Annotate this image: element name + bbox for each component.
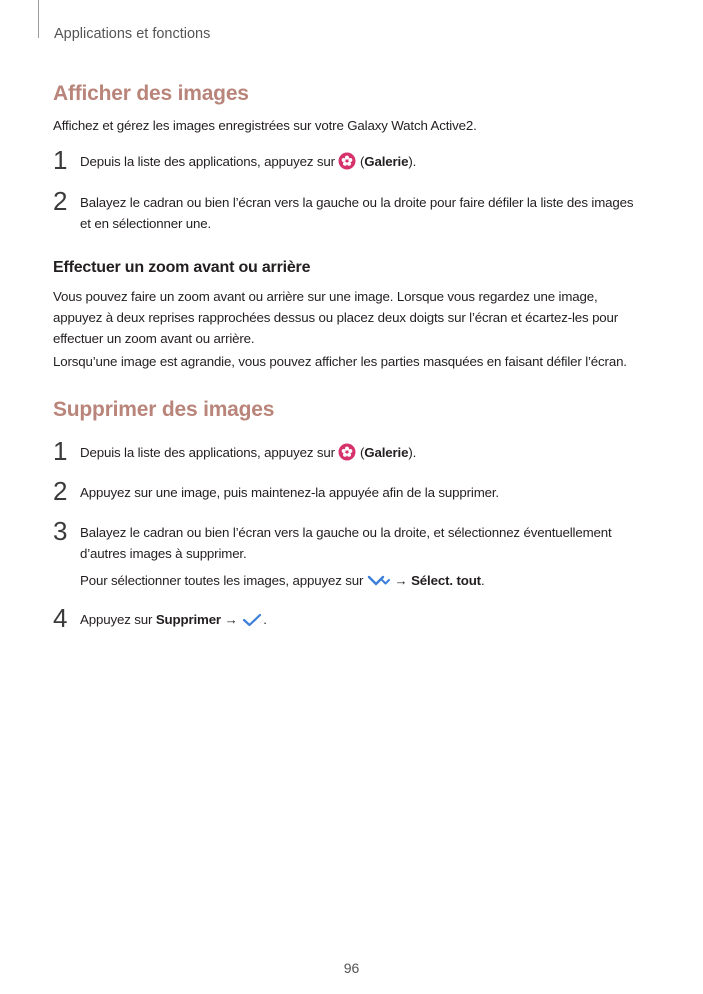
running-header: Applications et fonctions [54,26,211,42]
step-text: Depuis la liste des applications, appuyez sur (Galerie). [80,151,645,176]
gallery-icon [338,443,356,467]
gallery-icon [338,152,356,176]
subsection-title-zoom: Effectuer un zoom avant ou arrière [53,259,311,276]
section-title-view-images: Afficher des images [53,82,249,105]
step-text: Balayez le cadran ou bien l’écran vers la gauche ou la droite, et sélectionnez éventuellement d’autres images à supprimer. Pour sélectionner toutes les images, appuyez sur → Sélect. tout. [80,522,645,595]
page-number: 96 [343,960,360,976]
step-text: Appuyez sur Supprimer → . [80,609,645,634]
step-number: 1 [53,436,68,466]
step-number: 1 [53,145,68,175]
check-icon [241,612,263,634]
step-note: Pour sélectionner toutes les images, appuyez sur → Sélect. tout. [80,570,645,595]
step-number: 2 [53,476,68,506]
section-intro: Affichez et gérez les images enregistrées sur votre Galaxy Watch Active2. [53,118,477,133]
checkbox-chevron-icon [367,573,391,595]
header-rule [38,0,39,38]
step-text: Depuis la liste des applications, appuyez sur (Galerie). [80,442,645,467]
section-title-delete-images: Supprimer des images [53,398,275,421]
step-number: 3 [53,516,68,546]
step-text: Balayez le cadran ou bien l’écran vers la gauche ou la droite pour faire défiler la liste des images et en sélectionner une. [80,195,634,231]
step-number: 2 [53,186,68,216]
zoom-paragraph-2: Lorsqu’une image est agrandie, vous pouvez afficher les parties masquées en faisant défiler l’écran. [53,354,627,369]
step-number: 4 [53,603,68,633]
zoom-paragraph-1: Vous pouvez faire un zoom avant ou arrière sur une image. Lorsque vous regardez une image, appuyez à deux reprises rapprochées dessus ou placez deux doigts sur l’écran et écartez-les pour effectuer un zoom avant ou arrière. [53,289,619,346]
step-text: Appuyez sur une image, puis maintenez-la appuyée afin de la supprimer. [80,485,499,500]
